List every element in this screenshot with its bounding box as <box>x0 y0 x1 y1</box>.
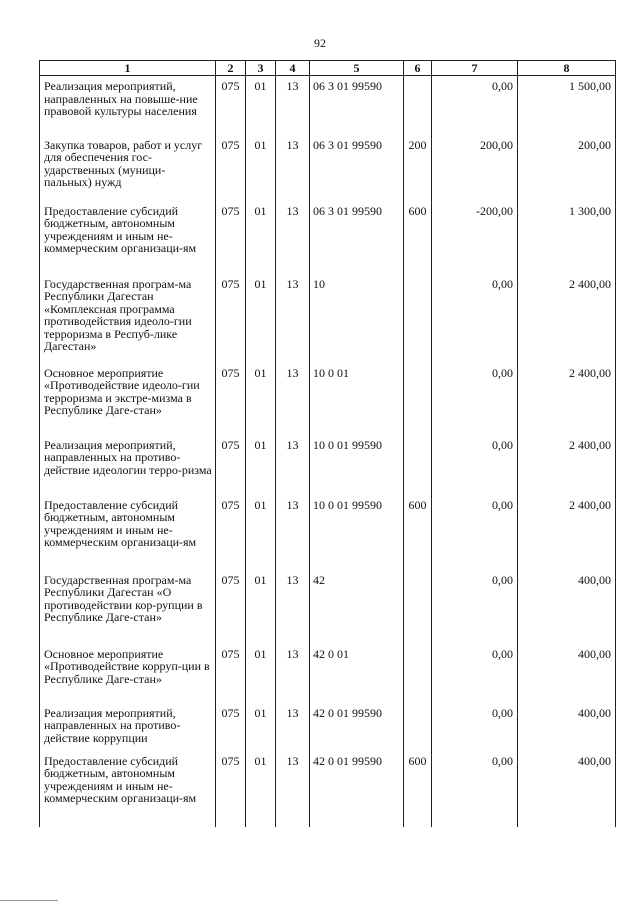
expense-type-code <box>404 435 432 495</box>
total-amount: 400,00 <box>518 703 616 751</box>
target-article-code: 10 0 01 99590 <box>310 495 404 570</box>
subsection-code: 13 <box>276 201 310 274</box>
target-article-code: 42 0 01 <box>310 644 404 703</box>
ministry-code: 075 <box>216 201 246 274</box>
column-header: 3 <box>246 61 276 76</box>
table-row <box>40 76 616 135</box>
item-name: Предоставление субсидий бюджетным, автономным учреждениям и иным не-коммерческим организаци-ям <box>40 751 216 827</box>
item-name: Основное мероприятие «Противодействие корруп-ции в Республике Даге-стан» <box>40 644 216 703</box>
section-code: 01 <box>246 201 276 274</box>
page-number: 92 <box>314 36 326 50</box>
table-row <box>40 435 616 495</box>
table-row <box>40 751 616 827</box>
subsection-code: 13 <box>276 703 310 751</box>
subsection-code: 13 <box>276 751 310 827</box>
expense-type-code <box>404 274 432 363</box>
section-code: 01 <box>246 274 276 363</box>
subsection-code: 13 <box>276 435 310 495</box>
expense-type-code: 600 <box>404 201 432 274</box>
item-name: Государственная програм-ма Республики Дагестан «О противодействии кор-рупции в Республике Даге-стан» <box>40 570 216 644</box>
subsection-code: 13 <box>276 135 310 201</box>
ministry-code: 075 <box>216 751 246 827</box>
change-amount: 0,00 <box>432 644 518 703</box>
subsection-code: 13 <box>276 644 310 703</box>
total-amount: 200,00 <box>518 135 616 201</box>
item-name: Реализация мероприятий, направленных на противо-действие коррупции <box>40 703 216 751</box>
target-article-code: 10 0 01 99590 <box>310 435 404 495</box>
expense-type-code <box>404 570 432 644</box>
expense-type-code <box>404 363 432 435</box>
expense-type-code: 600 <box>404 751 432 827</box>
change-amount: 0,00 <box>432 76 518 135</box>
expense-type-code <box>404 644 432 703</box>
expense-type-code: 200 <box>404 135 432 201</box>
item-name: Предоставление субсидий бюджетным, автономным учреждениям и иным не-коммерческим организаци-ям <box>40 201 216 274</box>
ministry-code: 075 <box>216 363 246 435</box>
expense-type-code <box>404 76 432 135</box>
expense-type-code <box>404 703 432 751</box>
item-name: Закупка товаров, работ и услуг для обеспечения гос-ударственных (муници-пальных) нужд <box>40 135 216 201</box>
total-amount: 1 500,00 <box>518 76 616 135</box>
table-row <box>40 201 616 274</box>
total-amount: 2 400,00 <box>518 435 616 495</box>
scan-artifact-line <box>0 900 58 901</box>
total-amount: 2 400,00 <box>518 274 616 363</box>
ministry-code: 075 <box>216 495 246 570</box>
target-article-code: 10 <box>310 274 404 363</box>
change-amount: 0,00 <box>432 274 518 363</box>
ministry-code: 075 <box>216 644 246 703</box>
subsection-code: 13 <box>276 274 310 363</box>
target-article-code: 42 <box>310 570 404 644</box>
column-header: 2 <box>216 61 246 76</box>
column-header: 8 <box>518 61 616 76</box>
change-amount: 0,00 <box>432 751 518 827</box>
table-row <box>40 570 616 644</box>
item-name: Реализация мероприятий, направленных на противо-действие идеологии терро-ризма <box>40 435 216 495</box>
item-name: Основное мероприятие «Противодействие идеоло-гии терроризма и экстре-мизма в Республике Даге-стан» <box>40 363 216 435</box>
section-code: 01 <box>246 495 276 570</box>
section-code: 01 <box>246 570 276 644</box>
target-article-code: 06 3 01 99590 <box>310 201 404 274</box>
section-code: 01 <box>246 703 276 751</box>
ministry-code: 075 <box>216 274 246 363</box>
total-amount: 2 400,00 <box>518 363 616 435</box>
column-header: 7 <box>432 61 518 76</box>
section-code: 01 <box>246 76 276 135</box>
ministry-code: 075 <box>216 135 246 201</box>
target-article-code: 10 0 01 <box>310 363 404 435</box>
item-name: Реализация мероприятий, направленных на повыше-ние правовой культуры населения <box>40 76 216 135</box>
expense-type-code: 600 <box>404 495 432 570</box>
total-amount: 400,00 <box>518 570 616 644</box>
subsection-code: 13 <box>276 495 310 570</box>
section-code: 01 <box>246 435 276 495</box>
ministry-code: 075 <box>216 570 246 644</box>
change-amount: 0,00 <box>432 495 518 570</box>
change-amount: 0,00 <box>432 435 518 495</box>
column-header: 5 <box>310 61 404 76</box>
target-article-code: 06 3 01 99590 <box>310 76 404 135</box>
ministry-code: 075 <box>216 703 246 751</box>
subsection-code: 13 <box>276 570 310 644</box>
target-article-code: 06 3 01 99590 <box>310 135 404 201</box>
subsection-code: 13 <box>276 76 310 135</box>
change-amount: 200,00 <box>432 135 518 201</box>
section-code: 01 <box>246 363 276 435</box>
item-name: Государственная програм-ма Республики Дагестан «Комплексная программа противодействия идеоло-гии терроризма в Респуб-лике Дагестан» <box>40 274 216 363</box>
change-amount: 0,00 <box>432 363 518 435</box>
section-code: 01 <box>246 644 276 703</box>
total-amount: 400,00 <box>518 751 616 827</box>
ministry-code: 075 <box>216 435 246 495</box>
change-amount: -200,00 <box>432 201 518 274</box>
table-row <box>40 703 616 751</box>
section-code: 01 <box>246 135 276 201</box>
table-row <box>40 495 616 570</box>
total-amount: 400,00 <box>518 644 616 703</box>
table-row <box>40 274 616 363</box>
change-amount: 0,00 <box>432 570 518 644</box>
column-header: 4 <box>276 61 310 76</box>
target-article-code: 42 0 01 99590 <box>310 703 404 751</box>
table-header-row <box>40 61 616 76</box>
budget-table <box>39 60 616 827</box>
table-row <box>40 363 616 435</box>
ministry-code: 075 <box>216 76 246 135</box>
table-row <box>40 644 616 703</box>
total-amount: 1 300,00 <box>518 201 616 274</box>
subsection-code: 13 <box>276 363 310 435</box>
column-header: 1 <box>40 61 216 76</box>
target-article-code: 42 0 01 99590 <box>310 751 404 827</box>
total-amount: 2 400,00 <box>518 495 616 570</box>
item-name: Предоставление субсидий бюджетным, автономным учреждениям и иным не-коммерческим организаци-ям <box>40 495 216 570</box>
table-row <box>40 135 616 201</box>
column-header: 6 <box>404 61 432 76</box>
change-amount: 0,00 <box>432 703 518 751</box>
section-code: 01 <box>246 751 276 827</box>
